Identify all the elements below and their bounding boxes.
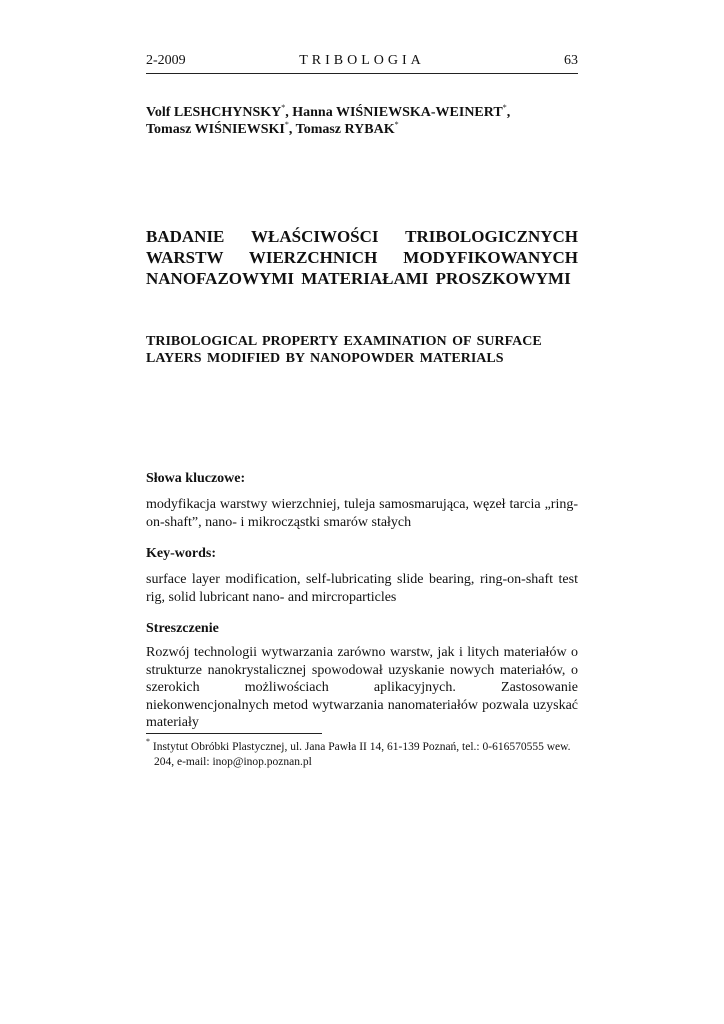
title-polish: BADANIE WŁAŚCIWOŚCI TRIBOLOGICZNYCH WARSTW WIERZCHNICH MODYFIKOWANYCH NANOFAZOWYMI MATERIAŁAMI PROSZKOWYMI: [146, 227, 578, 288]
affiliation-marker: *: [281, 103, 286, 112]
author-name: Tomasz RYBAK: [295, 122, 395, 137]
affiliation-marker: *: [284, 120, 289, 129]
affiliation-marker: *: [502, 103, 507, 112]
issue-number: 2-2009: [146, 53, 186, 68]
footnote-text: [146, 737, 578, 770]
footnote-marker: *: [146, 737, 150, 746]
keywords-en-heading: Key-words:: [146, 546, 216, 561]
keywords-pl-text: modyfikacja warstwy wierzchniej, tuleja samosmarująca, węzeł tarcia „ring-on-shaft”, nano- i mikrocząstki smarów stałych: [146, 497, 578, 530]
footnote-divider: [146, 733, 322, 734]
keywords-en-text: surface layer modification, self-lubricating slide bearing, ring-on-shaft test rig, solid lubricant nano- and mircroparticles: [146, 572, 578, 605]
running-header: [146, 53, 578, 74]
abstract-text: Rozwój technologii wytwarzania zarówno warstw, jak i litych materiałów o strukturze nanokrystalicznej spowodował uzyskanie nowych materiałów, o szerokich możliwościach aplikacyjnych. Zastosowanie niekonwencjonalnych metod wytwarzania nanomateriałów pozwala uzyskać materiały: [146, 645, 578, 730]
author-separator: ,: [285, 105, 293, 120]
journal-name: TRIBOLOGIA: [299, 53, 425, 68]
abstract-heading: Streszczenie: [146, 621, 219, 636]
author-separator: ,: [506, 105, 511, 120]
author-name: Hanna WIŚNIEWSKA-WEINERT: [292, 105, 503, 120]
author-name: Volf LESHCHYNSKY: [146, 105, 282, 120]
footnote-body: Instytut Obróbki Plastycznej, ul. Jana Pawła II 14, 61-139 Poznań, tel.: 0-616570555 wew. 204, e-mail: inop@inop.poznan.pl: [150, 741, 571, 768]
page-number: 63: [564, 53, 578, 68]
title-english: TRIBOLOGICAL PROPERTY EXAMINATION OF SURFACE LAYERS MODIFIED BY NANOPOWDER MATERIALS: [146, 334, 542, 366]
author-separator: ,: [288, 122, 296, 137]
affiliation-marker: *: [394, 120, 399, 129]
author-list: [146, 104, 586, 138]
author-name: Tomasz WIŚNIEWSKI: [146, 122, 285, 137]
keywords-pl-heading: Słowa kluczowe:: [146, 471, 246, 486]
footnote: [146, 737, 578, 770]
